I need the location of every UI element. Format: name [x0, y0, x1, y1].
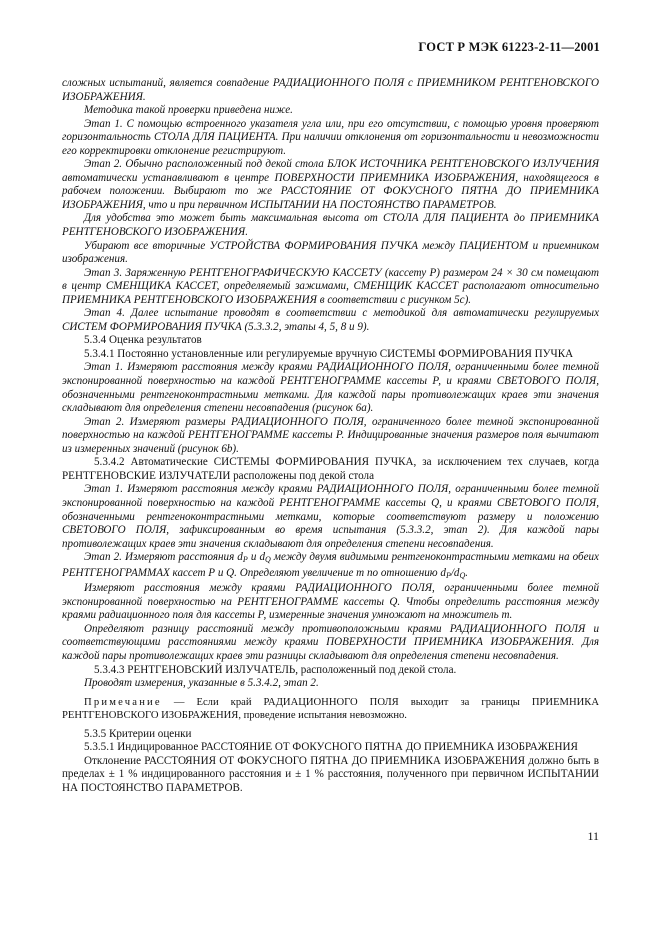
document-body	[62, 77, 599, 795]
paragraph: Этап 1. С помощью встроенного указателя угла или, при его отсутствии, с помощью уровня проверяют горизонтальность СТОЛА ДЛЯ ПАЦИЕНТА. При наличии отклонения от горизонтальности и невозможности его корректировки отклонение регистрируют.	[62, 117, 599, 157]
paragraph: Этап 2. Измеряют расстояния $d_P$ и $d_Q$ между двумя видимыми рентгеноконтрастными метками на обеих РЕНТГЕНОГРАММАХ кассет Р и Q. Определяют увеличение m по отношению $d_P/d_Q$.	[62, 551, 599, 580]
paragraph: Отклонение РАССТОЯНИЯ ОТ ФОКУСНОГО ПЯТНА ДО ПРИЕМНИКА ИЗОБРАЖЕНИЯ должно быть в пределах ± 1 % индицированного расстояния и ± 1 % расстояния, полученного при первичном ИСПЫТАНИИ НА ПОСТОЯНСТВО ПАРАМЕТРОВ.	[62, 754, 599, 794]
paragraph: Этап 3. Заряженную РЕНТГЕНОГРАФИЧЕСКУЮ КАССЕТУ (кассету Р) размером 24 × 30 см помещают в центр СМЕНЩИКА КАССЕТ, определяемый зажимами, СМЕНЩИК КАССЕТ располагают относительно ПРИЕМНИКА РЕНТГЕНОВСКОГО ИЗОБРАЖЕНИЯ в соответствии с рисунком 5с).	[62, 266, 599, 306]
note-label: Примечание	[84, 696, 162, 708]
section-heading: 5.3.5.1 Индицированное РАССТОЯНИЕ ОТ ФОКУСНОГО ПЯТНА ДО ПРИЕМНИКА ИЗОБРАЖЕНИЯ	[84, 741, 578, 754]
paragraph: Измеряют расстояния между краями РАДИАЦИОННОГО ПОЛЯ, ограниченными более темной экспонированной поверхностью на РЕНТГЕНОГРАММЕ кассеты Q. Чтобы определить расстояния между краями радиационного поля для кассеты Р, измеренные значения умножают на множитель m.	[62, 582, 599, 622]
section-heading: 5.3.4.1 Постоянно установленные или регулируемые вручную СИСТЕМЫ ФОРМИРОВАНИЯ ПУЧКА	[84, 347, 574, 360]
paragraph: Методика такой проверки приведена ниже.	[84, 104, 293, 117]
paragraph: Для удобства это может быть максимальная высота от СТОЛА ДЛЯ ПАЦИЕНТА до ПРИЕМНИКА РЕНТГЕНОВСКОГО ИЗОБРАЖЕНИЯ.	[62, 212, 599, 239]
paragraph: Этап 1. Измеряют расстояния между краями РАДИАЦИОННОГО ПОЛЯ, ограниченными более темной экспонированной поверхностью на каждой РЕНТГЕНОГРАММЕ кассеты Q, и краями СВЕТОВОГО ПОЛЯ, обозначенными рентгеноконтрастными метками, которые соответствуют размеру и положению СВЕТОВОГО ПОЛЯ, зафиксированным во время испытания (5.3.3.2, этап 2). Для каждой пары противолежащих краев эти значения складывают для определения степени несовпадения.	[62, 483, 599, 550]
paragraph: Этап 1. Измеряют расстояния между краями РАДИАЦИОННОГО ПОЛЯ, ограниченными более темной экспонированной поверхностью на каждой РЕНТГЕНОГРАММЕ кассеты Р, и краями СВЕТОВОГО ПОЛЯ, обозначенными рентгеноконтрастными метками. Для каждой пары противолежащих краев эти значения складывают для определения степени несовпадения (рисунок 6а).	[62, 361, 599, 415]
paragraph: Этап 4. Далее испытание проводят в соответствии с методикой для автоматически регулируемых СИСТЕМ ФОРМИРОВАНИЯ ПУЧКА (5.3.3.2, этапы 4, 5, 8 и 9).	[62, 307, 599, 333]
section-heading: 5.3.4.3 РЕНТГЕНОВСКИЙ ИЗЛУЧАТЕЛЬ, расположенный под декой стола.	[94, 663, 457, 676]
note: Примечание — Если край РАДИАЦИОННОГО ПОЛЯ выходит за границы ПРИЕМНИКА РЕНТГЕНОВСКОГО ИЗОБРАЖЕНИЯ, проведение испытания невозможно.	[62, 696, 599, 722]
section-heading: 5.3.5 Критерии оценки	[84, 727, 192, 740]
document-header: ГОСТ Р МЭК 61223-2-11—2001	[418, 40, 600, 54]
page-number: 11	[587, 829, 599, 843]
paragraph: сложных испытаний, является совпадение РАДИАЦИОННОГО ПОЛЯ с ПРИЕМНИКОМ РЕНТГЕНОВСКОГО ИЗОБРАЖЕНИЯ.	[62, 77, 599, 103]
section-heading: 5.3.4.2 Автоматические СИСТЕМЫ ФОРМИРОВАНИЯ ПУЧКА, за исключением тех случаев, когда РЕНТГЕНОВСКИЕ ИЗЛУЧАТЕЛИ расположены под декой стола	[62, 456, 599, 482]
paragraph: Этап 2. Обычно расположенный под декой стола БЛОК ИСТОЧНИКА РЕНТГЕНОВСКОГО ИЗЛУЧЕНИЯ автоматически устанавливают в центре ПОВЕРХНОСТИ ПРИЕМНИКА ИЗОБРАЖЕНИЯ, находящегося в рабочем положении. Выбирают то же РАССТОЯНИЕ ОТ ФОКУСНОГО ПЯТНА ДО ПРИЕМНИКА ИЗОБРАЖЕНИЯ, что и при первичном ИСПЫТАНИИ НА ПОСТОЯНСТВО ПАРАМЕТРОВ.	[62, 158, 599, 211]
section-heading: 5.3.4 Оценка результатов	[84, 334, 202, 347]
paragraph: Этап 2. Измеряют размеры РАДИАЦИОННОГО ПОЛЯ, ограниченного более темной экспонированной поверхностью на каждой РЕНТГЕНОГРАММЕ кассеты Р. Индицированные значения размеров поля вычитают из измеренных значений (рисунок 6b).	[62, 415, 599, 455]
paragraph: Проводят измерения, указанные в 5.3.4.2, этап 2.	[84, 677, 319, 690]
paragraph: Определяют разницу расстояний между противоположными краями РАДИАЦИОННОГО ПОЛЯ и соответствующими расстояниями между краями ПОВЕРХНОСТИ ПРИЕМНИКА ИЗОБРАЖЕНИЯ. Для каждой пары противолежащих краев эти разницы складывают для определения степени несовпадения.	[62, 622, 599, 662]
paragraph: Убирают все вторичные УСТРОЙСТВА ФОРМИРОВАНИЯ ПУЧКА между ПАЦИЕНТОМ и приемником изображения.	[62, 239, 599, 266]
